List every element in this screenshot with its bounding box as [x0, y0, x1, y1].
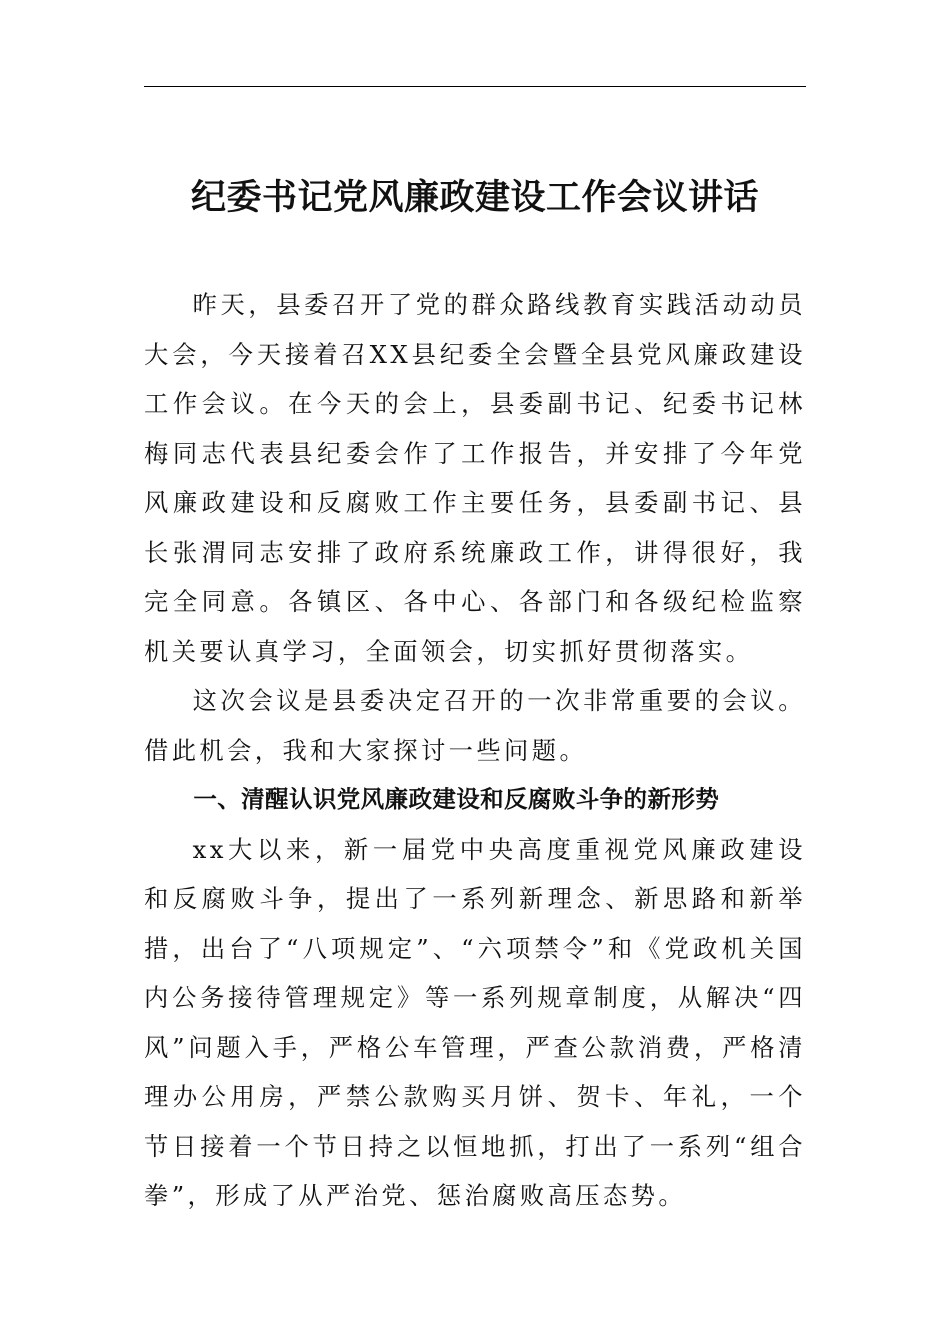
document-body	[144, 280, 806, 1221]
header-rule	[144, 86, 806, 87]
section-paragraph-1: xx大以来，新一届党中央高度重视党风廉政建设和反腐败斗争，提出了一系列新理念、新思路和新举措，出台了“八项规定”、“六项禁令”和《党政机关国内公务接待管理规定》等一系列规章制度，从解决“四风”问题入手，严格公车管理，严查公款消费，严格清理办公用房，严禁公款购买月饼、贺卡、年礼，一个节日接着一个节日持之以恒地抓，打出了一系列“组合拳”，形成了从严治党、惩治腐败高压态势。	[144, 834, 806, 1210]
document-title: 纪委书记党风廉政建设工作会议讲话	[190, 177, 759, 218]
section-heading-1: 一、清醒认识党风廉政建设和反腐败斗争的新形势	[193, 785, 720, 813]
body-paragraph-2: 这次会议是县委决定召开的一次非常重要的会议。借此机会，我和大家探讨一些问题。	[144, 686, 806, 765]
body-paragraph-1: 昨天，县委召开了党的群众路线教育实践活动动员大会，今天接着召XX县纪委全会暨全县党风廉政建设工作会议。在今天的会上，县委副书记、纪委书记林梅同志代表县纪委会作了工作报告，并安排了今年党风廉政建设和反腐败工作主要任务，县委副书记、县长张渭同志安排了政府系统廉政工作，讲得很好，我完全同意。各镇区、各中心、各部门和各级纪检监察机关要认真学习，全面领会，切实抓好贯彻落实。	[144, 290, 806, 666]
